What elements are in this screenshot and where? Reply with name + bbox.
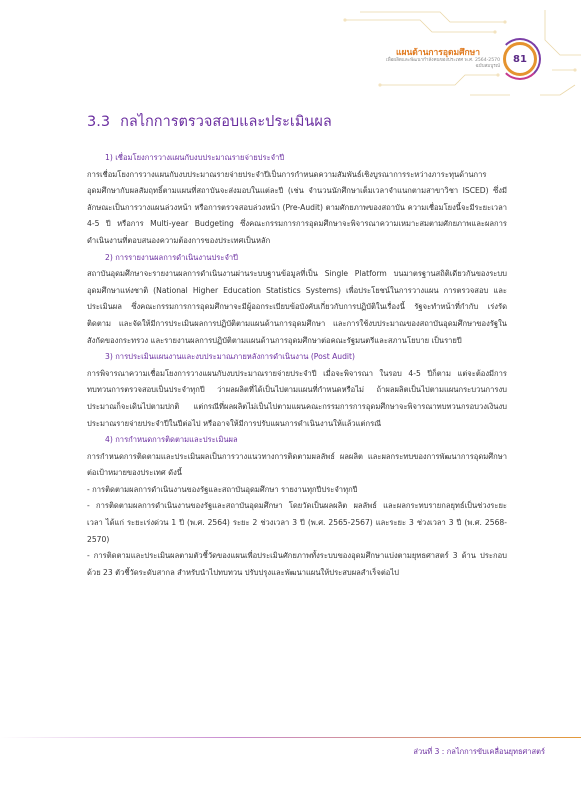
item-1-paragraph: การเชื่อมโยงการวางแผนกับงบประมาณรายจ่ายประจำปีเป็นการกำหนดความสัมพันธ์เชิงบูรณาการระหว่างภาระทุนด้านการอุดมศึกษากับผลสัมฤทธิ์ตามแผนที่สถาบันจะส่งมอบในแต่ละปี (เช่น จำนวนนักศึกษาเต็มเวลาจำแนกตามสาขาวิชา ISCED) ซึ่งมีลักษณะเป็นการวางแผนล่วงหน้า หรือการตรวจสอบล่วงหน้า (Pre-Audit) ตามศักยภาพของสถาบัน ความเชื่อมโยงนี้จะมีระยะเวลา 4-5 ปี หรือการ Multi-year Budgeting ซึ่งคณะกรรมการการอุดมศึกษาจะพิจารณาความเหมาะสมตามศักยภาพและผลการดำเนินงานที่ตอบสนองความต้องการของประเทศเป็นหลัก xyxy=(87,169,507,245)
item-3-heading: 3) การประเมินแผนงานและงบประมาณภายหลังการดำเนินงาน (Post Audit) xyxy=(105,352,355,362)
circuit-decoration xyxy=(0,0,581,110)
header-title: แผนด้านการอุดมศึกษา xyxy=(396,48,481,58)
header-subtitle-line2: ฉบับสมบูรณ์ xyxy=(475,64,500,70)
section-title-text: กลไกการตรวจสอบและประเมินผล xyxy=(120,114,332,130)
footer-divider xyxy=(0,737,581,738)
item-4-paragraph: การกำหนดการติดตามและประเมินผลเป็นการวางแนวทางการติดตามผลลัพธ์ ผลผลิต และผลกระทบของการพัฒนาการอุดมศึกษาต่อเป้าหมายของประเทศ ดังนี้ xyxy=(87,451,507,478)
item-2-heading: 2) การรายงานผลการดำเนินงานประจำปี xyxy=(105,252,238,262)
page-number-badge: 81 xyxy=(503,42,537,76)
header-subtitle xyxy=(360,58,500,70)
item-4-bullet-1: - การติดตามผลการดำเนินงานของรัฐและสถาบันอุดมศึกษา รายงานทุกปีประจำทุกปี xyxy=(87,484,358,494)
header-subtitle-line1: เพื่อผลิตและพัฒนากำลังคนของประเทศ พ.ศ. 2564-2570 xyxy=(386,58,500,63)
content-body xyxy=(87,150,507,581)
footer-text: ส่วนที่ 3 : กลไกการขับเคลื่อนยุทธศาสตร์ xyxy=(413,747,545,756)
section-title xyxy=(87,110,332,133)
item-1-heading: 1) เชื่อมโยงการวางแผนกับงบประมาณรายจ่ายประจำปี xyxy=(105,153,285,162)
section-number: 3.3 xyxy=(87,114,111,130)
item-4-bullet-3: - การติดตามและประเมินผลตามตัวชี้วัดของแผนเพื่อประเมินศักยภาพทั้งระบบของอุดมศึกษาแบ่งตามยุทธศาสตร์ 3 ด้าน ประกอบด้วย 23 ตัวชี้วัดระดับสากล สำหรับนำไปทบทวน ปรับปรุงและพัฒนาแผนให้ประสบผลสำเร็จต่อไป xyxy=(87,551,507,577)
item-4-bullet-2: - การติดตามผลการดำเนินงานของรัฐและสถาบันอุดมศึกษา โดยวัดเป็นผลผลิต ผลลัพธ์ และผลกระทบรายกลยุทธ์เป็นช่วงระยะเวลา ได้แก่ ระยะเร่งด่วน 1 ปี (พ.ศ. 2564) ระยะ 2 ช่วงเวลา 3 ปี (พ.ศ. 2565-2567) และระยะ 3 ช่วงเวลา 3 ปี (พ.ศ. 2568-2570) xyxy=(87,501,507,544)
item-3-paragraph: การพิจารณาความเชื่อมโยงการวางแผนกับงบประมาณรายจ่ายประจำปี เมื่อจะพิจารณา ในรอบ 4-5 ปีก็ตาม แต่จะต้องมีการทบทวนการตรวจสอบเป็นประจำทุกปี ว่าผลผลิตที่ได้เป็นไปตามแผนที่กำหนดหรือไม่ ถ้าผลผลิตเป็นไปตามแผนกระบวนการงบประมาณก็จะเดินไปตามปกติ แต่กรณีที่ผลผลิตไม่เป็นไปตามแผนคณะกรรมการการอุดมศึกษาจะพิจารณาทบทวนกรอบวงเงินงบประมาณรายจ่ายประจำปีในปีต่อไป หรืออาจให้มีการปรับแผนการดำเนินงานให้แล้วแต่กรณี xyxy=(87,368,507,428)
item-2-paragraph: สถาบันอุดมศึกษาจะรายงานผลการดำเนินงานผ่านระบบฐานข้อมูลที่เป็น Single Platform บนมาตรฐานสถิติเดียวกันของระบบอุดมศึกษาแห่งชาติ (National Higher Education Statistics Systems) เพื่อประโยชน์ในการวางแผน การตรวจสอบ และประเมินผล ซึ่งคณะกรรมการการอุดมศึกษาจะมีผู้ออกระเบียบข้อบังคับเกี่ยวกับการปฏิบัติในเรื่องนี้ รัฐจะทำหน้าที่กำกับ เร่งรัด ติดตาม และจัดให้มีการประเมินผลการปฏิบัติตามแผนด้านการอุดมศึกษา และการใช้งบประมาณของสถาบันอุดมศึกษาของรัฐในสังกัดของกระทรวง และรายงานผลการปฏิบัติตามแผนด้านการอุดมศึกษาต่อคณะรัฐมนตรีและสภานโยบาย เป็นรายปี xyxy=(87,269,507,345)
item-4-heading: 4) การกำหนดการติดตามและประเมินผล xyxy=(105,435,238,445)
